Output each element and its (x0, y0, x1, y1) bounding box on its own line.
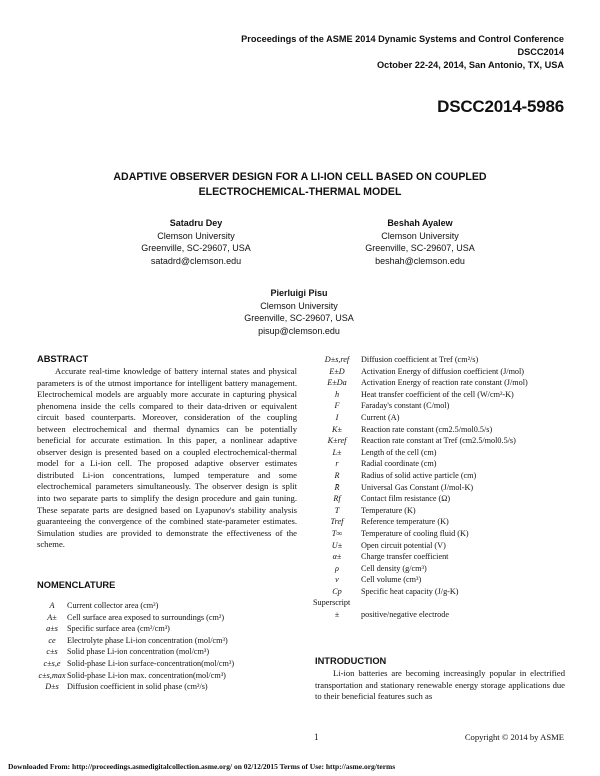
nomenclature-row (37, 681, 299, 693)
title-line-1: ADAPTIVE OBSERVER DESIGN FOR A LI-ION CELL BASED ON COUPLED (113, 171, 487, 183)
nomenclature-symbol: T (334, 505, 340, 515)
nomenclature-symbol: Rf (333, 494, 341, 504)
nomenclature-symbol: L± (332, 447, 342, 457)
nomenclature-row (313, 563, 575, 575)
nomenclature-desc: Reference temperature (K) (361, 517, 449, 527)
nomenclature-symbol: a±s (46, 624, 58, 634)
introduction-text: Li-ion batteries are becoming increasingly popular in electrified transportation and stationary renewable energy storage applications due to their beneficial features such as (315, 668, 565, 702)
author-affiliation: Clemson University (381, 230, 459, 241)
nomenclature-list-right (313, 354, 575, 621)
nomenclature-symbol: A (49, 601, 55, 610)
nomenclature-row (313, 366, 575, 378)
nomenclature-symbol: T∞ (331, 528, 343, 538)
nomenclature-row (37, 646, 299, 658)
nomenclature-row (313, 574, 575, 586)
nomenclature-row (313, 586, 575, 598)
nomenclature-desc: Solid phase Li-ion concentration (mol/cm³) (67, 647, 210, 657)
nomenclature-row (313, 458, 575, 470)
nomenclature-symbol: Tref (330, 517, 344, 527)
title-line-2: ELECTROCHEMICAL-THERMAL MODEL (198, 186, 402, 198)
nomenclature-row (313, 389, 575, 401)
nomenclature-row (313, 412, 575, 424)
abstract-heading: ABSTRACT (37, 354, 89, 364)
nomenclature-desc: Contact film resistance (Ω) (361, 494, 451, 504)
nomenclature-list-left (37, 600, 299, 693)
nomenclature-desc: Activation Energy of diffusion coefficient (J/mol) (361, 366, 525, 376)
nomenclature-symbol: D±s (45, 682, 59, 692)
nomenclature-symbol: h (334, 389, 340, 399)
nomenclature-desc: Cell volume (cm³) (361, 575, 422, 585)
nomenclature-row (37, 658, 299, 670)
nomenclature-symbol: ρ (335, 563, 339, 573)
nomenclature-desc: Specific surface area (cm²/cm³) (67, 624, 170, 634)
nomenclature-desc: Length of the cell (cm) (361, 447, 437, 457)
nomenclature-desc: Open circuit potential (V) (361, 540, 446, 550)
nomenclature-symbol: I (335, 412, 339, 422)
nomenclature-desc: Charge transfer coefficient (361, 552, 449, 562)
nomenclature-heading: NOMENCLATURE (37, 580, 116, 590)
paper-title (60, 170, 540, 200)
nomenclature-symbol: c±s (46, 647, 58, 657)
copyright: Copyright © 2014 by ASME (464, 732, 564, 742)
abstract-text: Accurate real-time knowledge of battery internal states and physical parameters is of the utmost importance for intelligent battery management. Electrochemical models are arguably more accurate in capturing physical phenomena inside the cells compared to their data-driven or equivalent circuit based counterparts. Moreover, consideration of the coupling between electrochemical and thermal dynamics can be potentially beneficial for accurate estimation. In this paper, a nonlinear adaptive observer design is presented based on a coupled electrochemical-thermal model for a Li-ion cell. The proposed adaptive observer estimates distributed Li-ion concentrations, lumped temperature and some electrochemical parameters simultaneously. The observer design is split into two separate parts to simplify the design procedure and gain tuning. These separate parts are designed based on Lyapunov's stability analysis guaranteeing the convergence of the combined state-parameter estimates. Simulation studies are provided to demonstrate the effectiveness of the scheme. (37, 366, 297, 550)
nomenclature-desc: Cell surface area exposed to surroundings (cm²) (67, 612, 225, 622)
author-city: Greenville, SC-29607, USA (365, 243, 475, 253)
nomenclature-symbol: ν (335, 575, 339, 585)
nomenclature-symbol: c±s,max (38, 670, 66, 680)
nomenclature-symbol: α± (332, 552, 342, 562)
conference-code: DSCC2014 (517, 47, 564, 57)
nomenclature-row (37, 600, 299, 612)
nomenclature-symbol: E±D (329, 366, 345, 376)
author-affiliation: Clemson University (260, 300, 338, 311)
author-city: Greenville, SC-29607, USA (244, 313, 354, 323)
nomenclature-symbol: R̄ (334, 482, 340, 492)
introduction-heading: INTRODUCTION (315, 656, 387, 666)
nomenclature-symbol: R (334, 470, 340, 480)
nomenclature-desc: Solid-phase Li-ion surface-concentration(mol/cm³) (67, 658, 235, 668)
nomenclature-desc: Specific heat capacity (J/g-K) (361, 586, 459, 596)
author-block-2 (320, 217, 520, 267)
author-city: Greenville, SC-29607, USA (141, 243, 251, 253)
nomenclature-desc: Reaction rate constant at Tref (cm2.5/mol0.5/s) (361, 436, 516, 446)
nomenclature-desc: Temperature of cooling fluid (K) (361, 528, 469, 538)
conference-header (241, 33, 564, 72)
nomenclature-desc: Current (A) (361, 412, 400, 422)
nomenclature-row (313, 400, 575, 412)
author-name: Satadru Dey (169, 218, 223, 228)
nomenclature-symbol: K±ref (327, 436, 347, 446)
nomenclature-symbol: r (335, 459, 339, 469)
page-number: 1 (314, 732, 319, 742)
nomenclature-row (313, 447, 575, 459)
nomenclature-desc: Solid-phase Li-ion max. concentration(mol/cm³) (67, 670, 226, 680)
nomenclature-row (313, 482, 575, 494)
author-affiliation: Clemson University (157, 230, 235, 241)
nomenclature-row (313, 470, 575, 482)
superscript-desc: positive/negative electrode (361, 610, 449, 620)
nomenclature-symbol: Cp (332, 586, 342, 596)
nomenclature-desc: Radial coordinate (cm) (361, 459, 437, 469)
nomenclature-symbol: ce (48, 635, 56, 645)
nomenclature-symbol: A± (47, 612, 57, 622)
conference-date: October 22-24, 2014, San Antonio, TX, USA (376, 60, 564, 70)
nomenclature-row (313, 528, 575, 540)
author-block-1 (96, 217, 296, 267)
nomenclature-row (37, 612, 299, 624)
author-email: pisup@clemson.edu (258, 325, 340, 336)
author-email: beshah@clemson.edu (375, 255, 465, 266)
nomenclature-desc: Temperature (K) (361, 505, 416, 515)
nomenclature-row (313, 540, 575, 552)
nomenclature-desc: Faraday's constant (C/mol) (361, 401, 450, 411)
nomenclature-row (313, 377, 575, 389)
nomenclature-symbol: c±s,e (43, 658, 61, 668)
nomenclature-symbol: K± (332, 424, 342, 434)
superscript-symbol: ± (334, 610, 340, 620)
nomenclature-row (37, 670, 299, 682)
nomenclature-desc: Cell density (g/cm³) (361, 563, 427, 573)
nomenclature-symbol: F (334, 401, 340, 411)
download-notice: Downloaded From: http://proceedings.asmedigitalcollection.asme.org/ on 02/12/2015 Terms of Use: http://asme.org/terms (8, 762, 396, 771)
nomenclature-symbol: U± (331, 540, 343, 550)
nomenclature-desc: Universal Gas Constant (J/mol-K) (361, 482, 474, 492)
nomenclature-symbol: D±s,ref (324, 355, 350, 364)
conference-name: Proceedings of the ASME 2014 Dynamic Systems and Control Conference (241, 34, 564, 44)
nomenclature-row (37, 635, 299, 647)
nomenclature-row (313, 609, 575, 621)
superscript-label: Superscript (313, 598, 351, 608)
nomenclature-desc: Heat transfer coefficient of the cell (W/cm²-K) (361, 389, 514, 399)
nomenclature-row (37, 623, 299, 635)
paper-id: DSCC2014-5986 (437, 97, 564, 116)
nomenclature-row (313, 505, 575, 517)
author-name: Beshah Ayalew (387, 218, 453, 228)
nomenclature-desc: Current collector area (cm²) (67, 601, 159, 610)
nomenclature-desc: Diffusion coefficient in solid phase (cm²/s) (67, 682, 208, 692)
nomenclature-desc: Electrolyte phase Li-ion concentration (mol/cm³) (67, 635, 228, 645)
nomenclature-row (313, 435, 575, 447)
nomenclature-desc: Diffusion coefficient at Tref (cm²/s) (361, 355, 479, 364)
nomenclature-row (313, 354, 575, 366)
nomenclature-desc: Radius of solid active particle (cm) (361, 470, 477, 480)
nomenclature-row (313, 424, 575, 436)
author-block-3 (199, 287, 399, 337)
nomenclature-desc: Reaction rate constant (cm2.5/mol0.5/s) (361, 424, 493, 434)
nomenclature-row (313, 493, 575, 505)
author-email: satadrd@clemson.edu (150, 255, 242, 266)
nomenclature-desc: Activation Energy of reaction rate constant (J/mol) (361, 378, 528, 388)
author-name: Pierluigi Pisu (270, 288, 328, 298)
nomenclature-row (313, 551, 575, 563)
nomenclature-row (313, 516, 575, 528)
nomenclature-symbol: E±Da (327, 378, 347, 388)
